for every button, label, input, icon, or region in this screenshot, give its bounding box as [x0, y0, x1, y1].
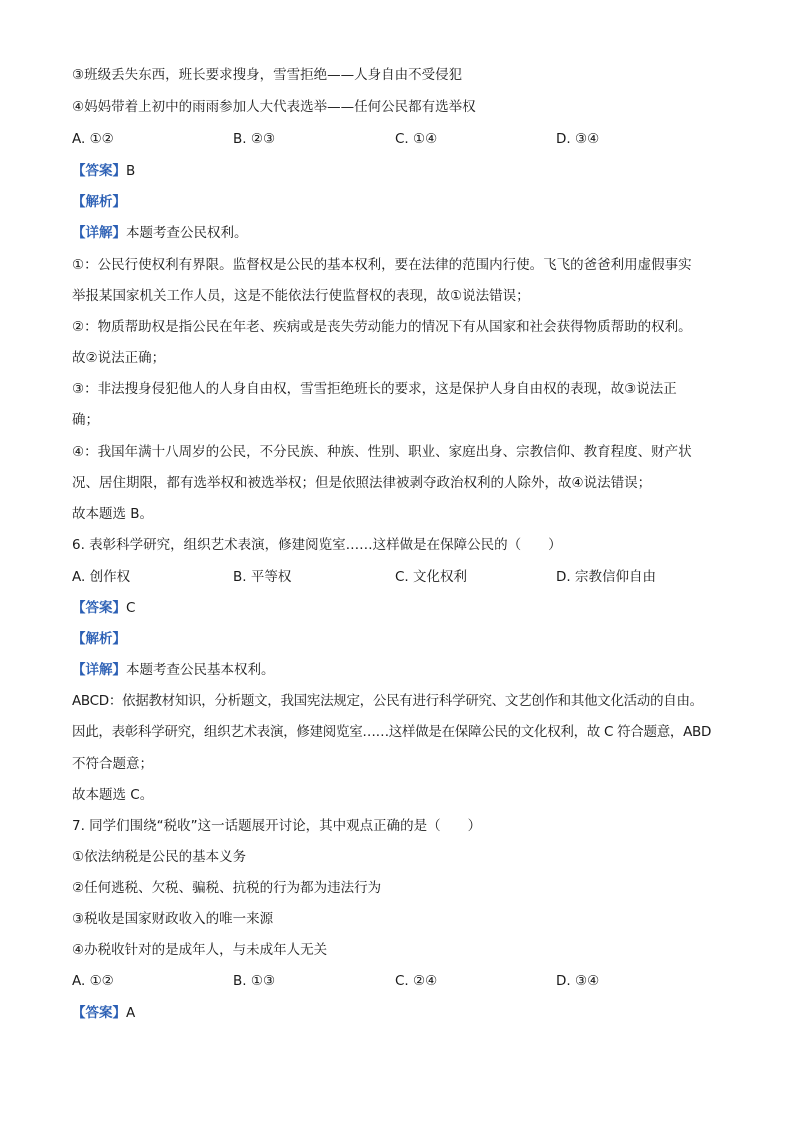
answer-value: B: [126, 163, 136, 179]
option-b: B. ②③: [233, 131, 276, 147]
detail-tag: 【详解】: [72, 225, 126, 241]
answer-tag: 【答案】: [72, 163, 126, 179]
q6-conclusion: 故本题选 C。: [72, 787, 154, 803]
q6-analysis-tag: 【解析】: [72, 631, 126, 647]
q5-explanation-3b: 确；: [72, 412, 99, 428]
option-a: A. 创作权: [72, 569, 131, 585]
option-d: D. ③④: [556, 131, 600, 147]
q7-statement-3: ③税收是国家财政收入的唯一来源: [72, 911, 274, 927]
statement-3: ③班级丢失东西，班长要求搜身，雪雪拒绝——人身自由不受侵犯: [72, 67, 463, 83]
q5-explanation-2a: ②：物质帮助权是指公民在年老、疾病或是丧失劳动能力的情况下有从国家和社会获得物质帮助的权利。: [72, 319, 692, 335]
statement-4: ④妈妈带着上初中的雨雨参加人大代表选举——任何公民都有选举权: [72, 99, 476, 115]
option-c: C. ②④: [395, 973, 438, 989]
q6-stem: 6. 表彰科学研究，组织艺术表演，修建阅览室……这样做是在保障公民的（ ）: [72, 537, 562, 553]
q5-explanation-1b: 举报某国家机关工作人员，这是不能依法行使监督权的表现，故①说法错误；: [72, 288, 530, 304]
option-d: D. 宗教信仰自由: [556, 569, 656, 585]
detail-tag: 【详解】: [72, 662, 126, 678]
answer-tag: 【答案】: [72, 600, 126, 616]
answer-tag: 【答案】: [72, 1005, 126, 1021]
q5-explanation-1a: ①：公民行使权利有界限。监督权是公民的基本权利，要在法律的范围内行使。飞飞的爸爸利用虚假事实: [72, 257, 692, 273]
option-a: A. ①②: [72, 131, 114, 147]
q5-answer: [72, 162, 135, 180]
q5-detail: 【详解】本题考查公民权利。: [72, 225, 248, 241]
option-c: C. 文化权利: [395, 569, 468, 585]
q5-analysis-tag: 【解析】: [72, 194, 126, 210]
q6-explanation-3: 不符合题意；: [72, 756, 153, 772]
q5-explanation-2b: 故②说法正确；: [72, 350, 166, 366]
q7-statement-2: ②任何逃税、欠税、骗税、抗税的行为都为违法行为: [72, 880, 382, 896]
q5-conclusion: 故本题选 B。: [72, 506, 154, 522]
q7-stem: 7. 同学们围绕“税收”这一话题展开讨论，其中观点正确的是（ ）: [72, 818, 482, 834]
q6-answer: [72, 599, 135, 617]
option-d: D. ③④: [556, 973, 600, 989]
answer-value: A: [126, 1005, 136, 1021]
q5-explanation-4b: 况、居住期限，都有选举权和被选举权；但是依照法律被剥夺政治权利的人除外，故④说法错误；: [72, 475, 652, 491]
option-c: C. ①④: [395, 131, 438, 147]
q7-statement-4: ④办税收针对的是成年人，与未成年人无关: [72, 942, 328, 958]
q6-explanation-1: ABCD：依据教材知识，分析题文，我国宪法规定，公民有进行科学研究、文艺创作和其他文化活动的自由。: [72, 693, 703, 709]
answer-value: C: [126, 600, 136, 616]
q5-explanation-3a: ③：非法搜身侵犯他人的人身自由权，雪雪拒绝班长的要求，这是保护人身自由权的表现，故③说法正: [72, 381, 677, 397]
q6-explanation-2: 因此，表彰科学研究，组织艺术表演，修建阅览室……这样做是在保障公民的文化权利，故 C 符合题意，ABD: [72, 724, 712, 740]
q6-detail: 【详解】本题考查公民基本权利。: [72, 662, 275, 678]
option-b: B. ①③: [233, 973, 276, 989]
option-a: A. ①②: [72, 973, 114, 989]
option-b: B. 平等权: [233, 569, 292, 585]
q7-answer: [72, 1004, 135, 1022]
q5-explanation-4a: ④：我国年满十八周岁的公民，不分民族、种族、性别、职业、家庭出身、宗教信仰、教育程度、财产状: [72, 444, 692, 460]
q7-statement-1: ①依法纳税是公民的基本义务: [72, 849, 247, 865]
